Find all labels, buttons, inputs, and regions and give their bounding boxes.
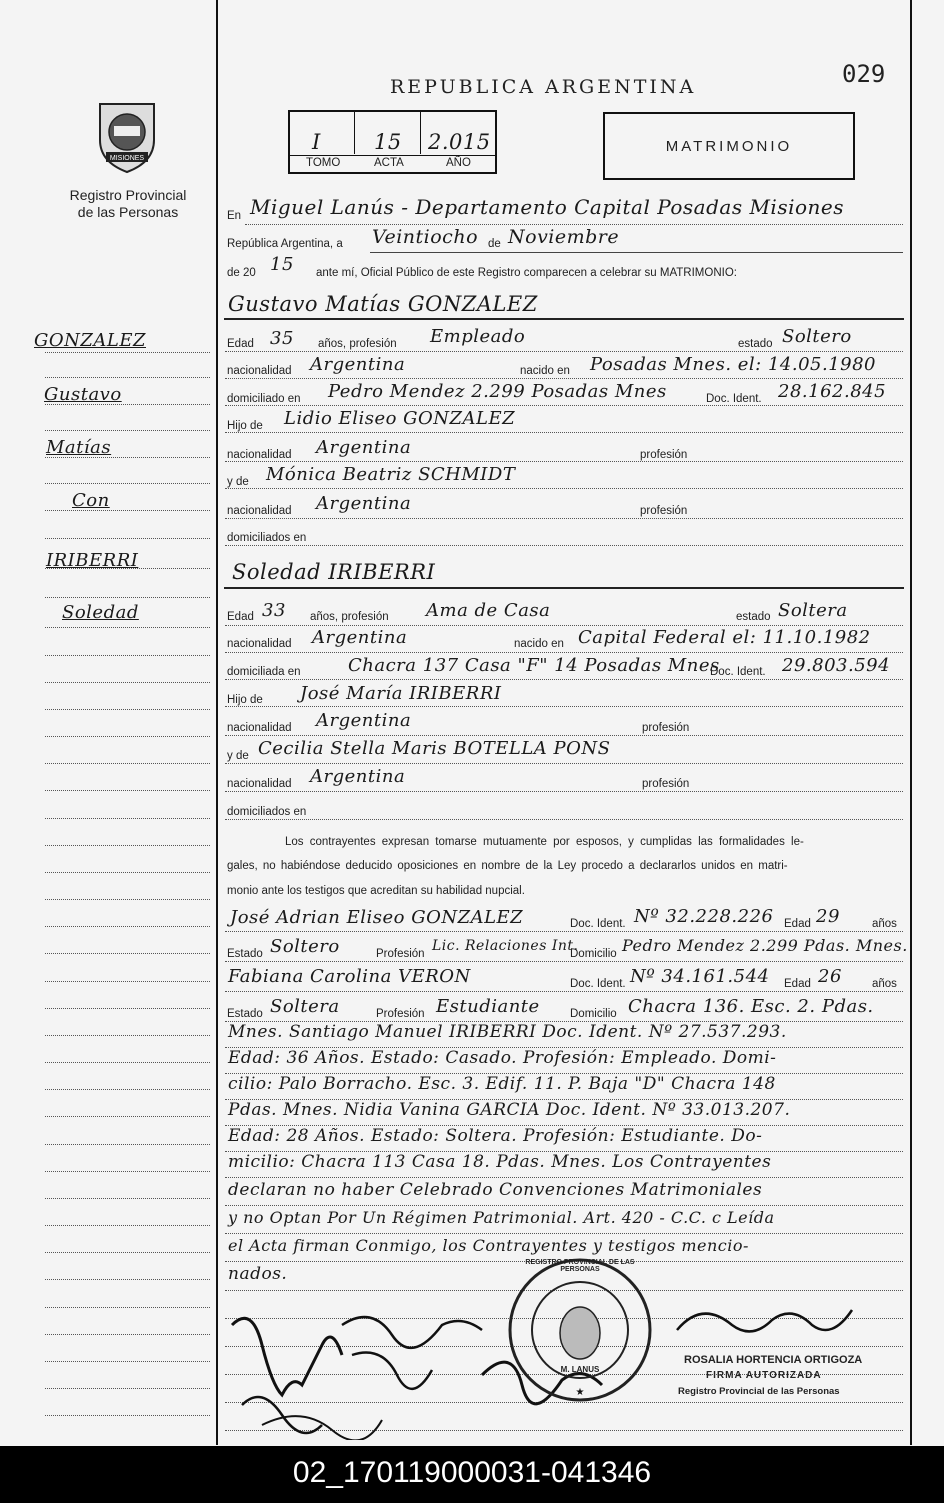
bride-father: José María IRIBERRI: [300, 683, 502, 704]
bride-nationality: Argentina: [312, 627, 408, 648]
groom-father-profesion-label: profesión: [640, 449, 688, 461]
page-number: 029: [842, 60, 886, 88]
bride-profession: Ama de Casa: [426, 600, 551, 621]
groom-doc: 28.162.845: [778, 381, 887, 402]
groom-father: Lidio Eliseo GONZALEZ: [284, 408, 516, 429]
authority-name: ROSALIA HORTENCIA ORTIGOZA: [684, 1354, 863, 1366]
left-margin-rule: [216, 0, 218, 1445]
groom-nacionalidad-label: nacionalidad: [227, 365, 292, 377]
svg-text:MISIONES: MISIONES: [109, 155, 145, 162]
footer-bar: [0, 1446, 944, 1503]
groom-mother: Mónica Beatriz SCHMIDT: [266, 464, 516, 485]
bride-father-profesion-label: profesión: [642, 722, 690, 734]
en-label: En: [227, 210, 242, 222]
year-suffix: 15: [270, 254, 294, 275]
registry-name: Registro Provincial de las Personas: [69, 187, 187, 220]
day: Veintiocho: [372, 226, 479, 248]
groom-hijo-label: Hijo de: [227, 420, 263, 432]
groom-edad-label: Edad: [227, 338, 254, 350]
groom-profession: Empleado: [430, 326, 526, 347]
continuation-line: cilio: Palo Borracho. Esc. 3. Edif. 11. P. Baja "D" Chacra 148: [228, 1074, 776, 1094]
bride-yde-label: y de: [227, 750, 249, 762]
witness1-profession: Lic. Relaciones Int.: [432, 938, 579, 954]
anio-label: AÑO: [446, 157, 471, 169]
witness1-age: 29: [816, 906, 840, 927]
bride-nacido-label: nacido en: [514, 638, 564, 650]
continuation-line: Edad: 36 Años. Estado: Casado. Profesión: Empleado. Domi-: [228, 1048, 777, 1068]
witness1-doc: Nº 32.228.226: [634, 906, 774, 927]
footer-code: 02_170119000031-041346: [292, 1456, 652, 1489]
groom-yde-label: y de: [227, 476, 249, 488]
bride-nacionalidad-label: nacionalidad: [227, 638, 292, 650]
acta-label: ACTA: [374, 157, 404, 169]
de-label: de: [488, 238, 501, 250]
witness2-name: Fabiana Carolina VERON: [228, 966, 471, 987]
bride-anios-label: años, profesión: [310, 611, 389, 623]
bride-estado-label: estado: [736, 611, 771, 623]
svg-text:★: ★: [575, 1387, 585, 1398]
record-number-box: [288, 110, 497, 174]
authority-registry: Registro Provincial de las Personas: [678, 1386, 840, 1397]
bride-name: Soledad IRIBERRI: [232, 560, 436, 584]
witness1-address: Pedro Mendez 2.299 Pdas. Mnes.: [622, 936, 908, 955]
continuation-line: nados.: [228, 1264, 288, 1284]
republica-label: República Argentina, a: [227, 238, 343, 250]
witness2-estado: Soltera: [270, 996, 340, 1017]
witness1-edad-label: Edad: [784, 918, 811, 930]
groom-address: Pedro Mendez 2.299 Posadas Mnes: [328, 381, 667, 402]
margin-first-name-bride: Soledad: [62, 602, 139, 623]
month: Noviembre: [508, 226, 620, 248]
groom-estado-label: estado: [738, 338, 773, 350]
place: Miguel Lanús - Departamento Capital Posadas Misiones: [250, 195, 845, 219]
act-type: MATRIMONIO: [665, 138, 793, 155]
bride-hijo-label: Hijo de: [227, 694, 263, 706]
groom-mother-profesion-label: profesión: [640, 505, 688, 517]
groom-nationality: Argentina: [310, 354, 406, 375]
acta-value: 15: [374, 130, 402, 154]
groom-doc-label: Doc. Ident.: [706, 393, 762, 405]
witness2-address: Chacra 136. Esc. 2. Pdas.: [628, 996, 874, 1017]
document-title: REPUBLICA ARGENTINA: [390, 76, 697, 98]
continuation-line: declaran no haber Celebrado Convenciones Matrimoniales: [228, 1180, 763, 1200]
declaration-line-3: monio ante los testigos que acreditan su habilidad nupcial.: [227, 885, 525, 897]
bride-mother-nat-label: nacionalidad: [227, 778, 292, 790]
witness1-doc-label: Doc. Ident.: [570, 918, 626, 930]
witness2-profesion-label: Profesión: [376, 1008, 425, 1020]
continuation-line: Pdas. Mnes. Nidia Vanina GARCIA Doc. Ident. Nº 33.013.207.: [228, 1100, 791, 1120]
groom-father-nat: Argentina: [316, 437, 412, 458]
groom-nacido-label: nacido en: [520, 365, 570, 377]
continuation-line: Mnes. Santiago Manuel IRIBERRI Doc. Ident. Nº 27.537.293.: [228, 1022, 787, 1042]
provincial-seal-logo: [94, 100, 160, 174]
stamp-ring-text: REGISTRO PROVINCIAL DE LAS PERSONAS: [525, 1259, 635, 1273]
continuation-line: y no Optan Por Un Régimen Patrimonial. Art. 420 - C.C. c Leída: [228, 1208, 775, 1227]
bride-age: 33: [262, 600, 286, 621]
bride-domiciliados-label: domiciliados en: [227, 806, 307, 818]
groom-domiciliados-label: domiciliados en: [227, 532, 307, 544]
authority-signature: [672, 1290, 862, 1345]
witness1-estado: Soltero: [270, 936, 340, 957]
witness2-anios-label: años: [872, 978, 897, 990]
margin-surname-bride: IRIBERRI: [46, 550, 139, 571]
groom-domiciliado-label: domiciliado en: [227, 393, 301, 405]
bride-estado: Soltera: [778, 600, 848, 621]
witness2-doc-label: Doc. Ident.: [570, 978, 626, 990]
bride-mother-nat: Argentina: [310, 766, 406, 787]
witness2-estado-label: Estado: [227, 1008, 263, 1020]
groom-age: 35: [270, 328, 294, 349]
witness1-estado-label: Estado: [227, 948, 263, 960]
bride-doc: 29.803.594: [782, 655, 891, 676]
declaration-line-2: gales, no habiéndose deducido oposiciones en nombre de la Ley procedo a declararlos unidos en matri-: [227, 860, 788, 872]
stamp-inner-text: M. LANUS: [560, 1365, 600, 1374]
right-margin-rule: [910, 0, 912, 1445]
groom-father-nat-label: nacionalidad: [227, 449, 292, 461]
groom-mother-nat: Argentina: [316, 493, 412, 514]
margin-surname-groom: GONZALEZ: [34, 330, 146, 351]
groom-estado: Soltero: [782, 326, 852, 347]
bride-doc-label: Doc. Ident.: [710, 666, 766, 678]
witness1-name: José Adrian Eliseo GONZALEZ: [230, 907, 524, 928]
groom-birth: Posadas Mnes. el: 14.05.1980: [590, 354, 877, 375]
bride-father-nat: Argentina: [316, 710, 412, 731]
witness2-profession: Estudiante: [436, 996, 540, 1017]
margin-middle-name-groom: Matías: [46, 437, 112, 458]
bride-mother-profesion-label: profesión: [642, 778, 690, 790]
witness2-edad-label: Edad: [784, 978, 811, 990]
continuation-line: Edad: 28 Años. Estado: Soltera. Profesión: Estudiante. Do-: [228, 1126, 763, 1146]
year-prefix: de 20: [227, 267, 256, 279]
witness2-age: 26: [818, 966, 842, 987]
witness2-doc: Nº 34.161.544: [630, 966, 770, 987]
bride-birth: Capital Federal el: 11.10.1982: [578, 627, 871, 648]
continuation-line: el Acta firman Conmigo, los Contrayentes y testigos mencio-: [228, 1236, 749, 1255]
witness2-domicilio-label: Domicilio: [570, 1008, 617, 1020]
bride-father-nat-label: nacionalidad: [227, 722, 292, 734]
tomo-label: TOMO: [306, 157, 341, 169]
margin-connector: Con: [72, 490, 110, 511]
groom-mother-nat-label: nacionalidad: [227, 505, 292, 517]
groom-name: Gustavo Matías GONZALEZ: [228, 292, 538, 316]
declaration-line-1: Los contrayentes expresan tomarse mutuamente por esposos, y cumplidas las formalidades le-: [285, 836, 804, 848]
authority-role: FIRMA AUTORIZADA: [706, 1370, 822, 1381]
groom-anios-label: años, profesión: [318, 338, 397, 350]
intro-text: ante mí, Oficial Público de este Registro comparecen a celebrar su MATRIMONIO:: [316, 267, 737, 279]
bride-domiciliada-label: domiciliada en: [227, 666, 301, 678]
witness1-profesion-label: Profesión: [376, 948, 425, 960]
witness1-anios-label: años: [872, 918, 897, 930]
registry-stamp: [505, 1255, 655, 1405]
act-type-box: [603, 112, 855, 180]
continuation-line: micilio: Chacra 113 Casa 18. Pdas. Mnes. Los Contrayentes: [228, 1152, 772, 1172]
witness1-domicilio-label: Domicilio: [570, 948, 617, 960]
margin-first-name-groom: Gustavo: [44, 384, 122, 405]
bride-address: Chacra 137 Casa "F" 14 Posadas Mnes: [348, 655, 720, 676]
anio-value: 2.015: [428, 130, 491, 154]
tomo-value: I: [312, 130, 321, 154]
bride-edad-label: Edad: [227, 611, 254, 623]
bride-mother: Cecilia Stella Maris BOTELLA PONS: [258, 738, 611, 759]
